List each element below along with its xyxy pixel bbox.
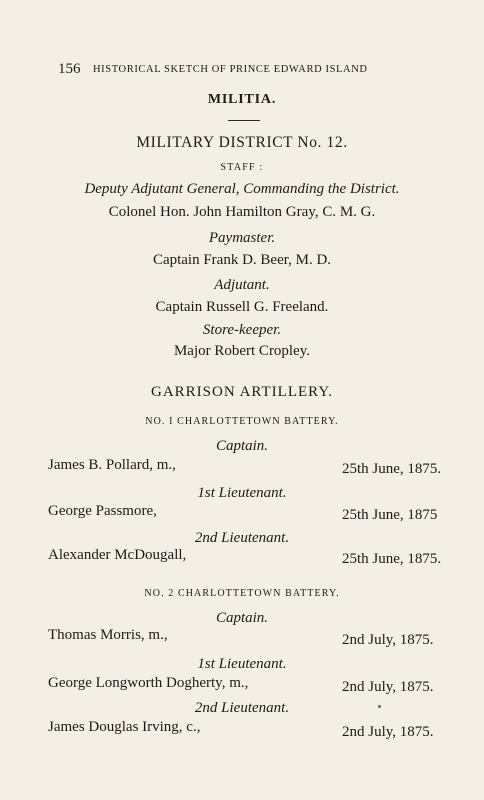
page-number: 156: [58, 61, 81, 77]
commission-date: 25th June, 1875: [342, 507, 438, 523]
officer-name: Alexander McDougall,: [48, 547, 187, 563]
staff-name: Captain Frank D. Beer, M. D.: [152, 252, 332, 268]
staff-name: Captain Russell G. Freeland.: [155, 299, 329, 315]
rank-label: 1st Lieutenant.: [197, 485, 287, 501]
commission-date: 25th June, 1875.: [342, 551, 442, 567]
officer-name: James Douglas Irving, c.,: [48, 719, 201, 735]
staff-role: Paymaster.: [208, 230, 276, 246]
commission-date: 25th June, 1875.: [342, 461, 442, 477]
staff-name: Major Robert Cropley.: [173, 343, 311, 359]
staff-name: Colonel Hon. John Hamilton Gray, C. M. G.: [108, 204, 376, 220]
staff-label: STAFF :: [220, 162, 264, 173]
commission-date: 2nd July, 1875.: [342, 724, 434, 740]
rank-label: 2nd Lieutenant.: [194, 530, 290, 546]
staff-role: Store-keeper.: [202, 322, 282, 338]
title-rule: [228, 120, 260, 121]
commission-date: 2nd July, 1875.: [342, 679, 434, 695]
staff-role: Deputy Adjutant General, Commanding the District.: [84, 181, 400, 197]
officer-name: George Longworth Dogherty, m.,: [48, 675, 249, 691]
officer-name: George Passmore,: [48, 503, 157, 519]
artillery-title: GARRISON ARTILLERY.: [150, 384, 333, 400]
rank-label: Captain.: [215, 438, 269, 454]
district-title: MILITARY DISTRICT No. 12.: [136, 134, 348, 151]
officer-name: Thomas Morris, m.,: [48, 627, 168, 643]
staff-role: Adjutant.: [214, 277, 270, 293]
battery-heading: NO. 2 CHARLOTTETOWN BATTERY.: [144, 588, 340, 599]
commission-date: 2nd July, 1875.: [342, 632, 434, 648]
rank-label: 2nd Lieutenant.: [194, 700, 290, 716]
rank-label: Captain.: [215, 610, 269, 626]
officer-name: James B. Pollard, m.,: [48, 457, 176, 473]
section-title: MILITIA.: [207, 92, 277, 107]
battery-heading: NO. I CHARLOTTETOWN BATTERY.: [145, 416, 339, 427]
rank-label: 1st Lieutenant.: [197, 656, 287, 672]
running-head: HISTORICAL SKETCH OF PRINCE EDWARD ISLAND: [93, 64, 368, 75]
